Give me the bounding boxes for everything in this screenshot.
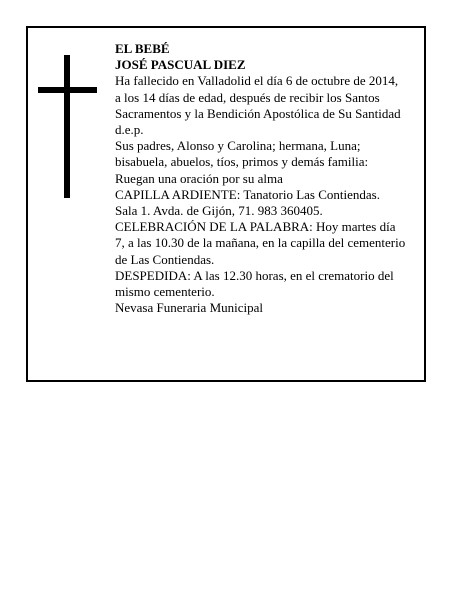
notice-line: Sacramentos y la Bendición Apostólica de Su Santidad	[115, 105, 401, 121]
notice-line: CELEBRACIÓN DE LA PALABRA: Hoy martes día	[115, 219, 396, 235]
notice-line: 7, a las 10.30 de la mañana, en la capilla del cementerio	[115, 235, 406, 251]
notice-line: CAPILLA ARDIENTE: Tanatorio Las Contiendas.	[115, 186, 380, 202]
notice-line: mismo cementerio.	[115, 284, 215, 300]
obituary-notice	[26, 26, 426, 382]
latin-cross-icon	[38, 55, 98, 198]
notice-heading-baby: EL BEBÉ	[115, 41, 170, 56]
funeral-home-signature: Nevasa Funeraria Municipal	[115, 300, 264, 316]
cross-vertical-bar	[64, 55, 70, 198]
deceased-name: JOSÉ PASCUAL DIEZ	[115, 57, 246, 73]
notice-line: Ha fallecido en Valladolid el día 6 de octubre de 2014,	[115, 73, 399, 89]
notice-line: Sus padres, Alonso y Carolina; hermana, Luna;	[115, 138, 361, 154]
notice-line: a los 14 días de edad, después de recibir los Santos	[115, 89, 380, 105]
notice-text	[115, 41, 421, 316]
cross-horizontal-bar	[38, 87, 97, 93]
notice-line: DESPEDIDA: A las 12.30 horas, en el crematorio del	[115, 267, 394, 283]
notice-line: Ruegan una oración por su alma	[115, 170, 283, 186]
notice-line: de Las Contiendas.	[115, 251, 215, 267]
notice-line: bisabuela, abuelos, tíos, primos y demás familia:	[115, 154, 369, 170]
notice-line: d.e.p.	[115, 122, 144, 138]
notice-line: Sala 1. Avda. de Gijón, 71. 983 360405.	[115, 203, 323, 219]
